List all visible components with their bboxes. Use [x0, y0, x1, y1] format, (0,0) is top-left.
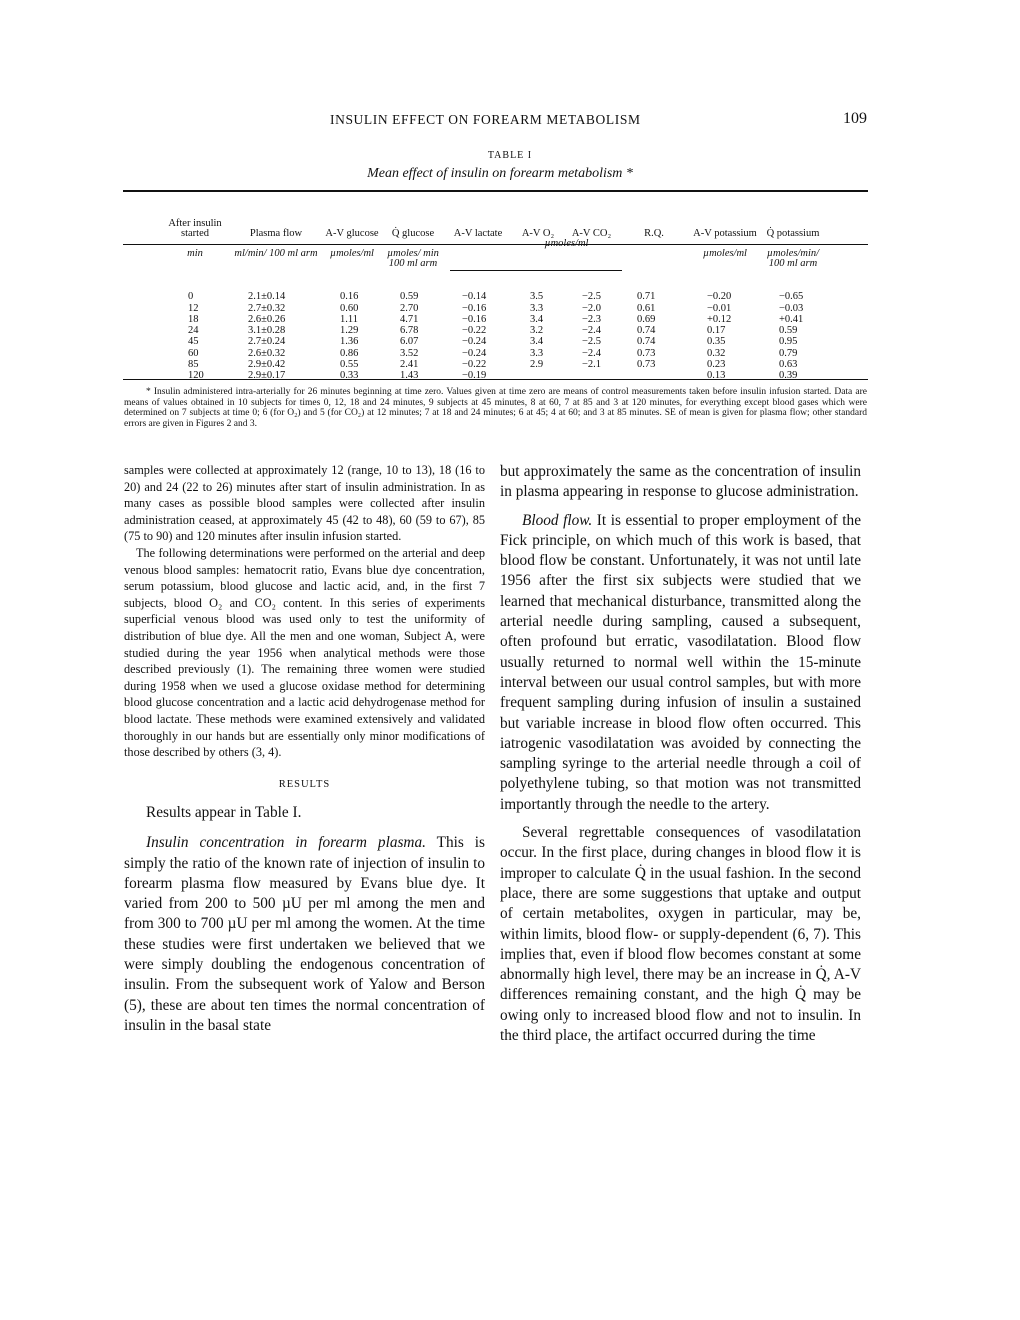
table-cell: −2.4: [582, 347, 602, 359]
left-column: [124, 462, 485, 1036]
table-cell: 0.59: [779, 325, 798, 337]
col-header: Plasma flow: [249, 228, 303, 239]
table-cell: 0.79: [779, 347, 798, 359]
table-cell: 18: [188, 313, 199, 325]
table-cell: −0.16: [462, 302, 487, 314]
paragraph-title: Insulin concentration in forearm plasma.: [146, 834, 426, 852]
table-cell: −0.24: [462, 336, 487, 348]
table-cell: [564, 370, 619, 381]
table-cell: −2.5: [582, 336, 602, 348]
table-cell: −2.1: [582, 359, 602, 371]
table-cell: −0.03: [779, 302, 804, 314]
unit: µmoles/ml: [544, 238, 589, 249]
table-row: [160, 347, 825, 358]
table-cell: 0.69: [637, 313, 656, 325]
section-heading-results: RESULTS: [278, 778, 331, 790]
table-header-row: [160, 205, 825, 239]
paragraph: The following determinations were performed on the arterial and deep venous blood samples: hematocrit ratio, Evans blue dye concentration, serum potassium, blood glucose and lactic acid, and, in the first 7 subjects, blood O₂ and CO₂ content. In this series of experiments superficial venous blood was used only to test the uniformity of distribution of blue dye. All the men and one woman, Subject A, were studied during the year 1956 when analytical methods were those described previously (1). The remaining three women were studied during 1958 when we used a glucose oxidase method for determining blood glucose concentration and a lactic acid dehydrogenase method for blood lactate. These methods were examined extensively and validated thoroughly in our hands but are essentially only minor modifications of those described by others (3, 4).: [124, 545, 485, 760]
paragraph: Several regrettable consequences of vasodilatation occur. In the first place, during changes in blood flow it is improper to calculate Q̇ in the usual fashion. In the second place, there are some suggestions that uptake and output of certain metabolites, oxygen in particular, may be, within limits, blood flow- or supply-dependent (6, 7). This implies that, even if blood flow becomes constant at some abnormally high level, there may be an increase in Q̇, A-V differences remaining constant, and the high Q̇ may be owing only to increased blood flow and not to insulin. In the third place, the artifact occurred during the time: [500, 824, 861, 1045]
table-cell: −2.0: [582, 302, 602, 314]
table-cell: 2.1±0.14: [248, 291, 286, 303]
paragraph: Results appear in Table I.: [146, 803, 302, 821]
table-cell: −2.3: [582, 313, 602, 325]
col-header: R.Q.: [644, 228, 664, 239]
table-cell: 1.11: [340, 313, 358, 325]
table-cell: 24: [188, 325, 199, 337]
table-cell: 0.59: [400, 291, 419, 303]
table-cell: −0.22: [462, 325, 487, 337]
table-cell: 0.60: [340, 302, 359, 314]
table-cell: 2.9: [530, 359, 544, 371]
table-row: [160, 325, 825, 336]
table-caption: Mean effect of insulin on forearm metabolism *: [367, 166, 633, 181]
running-title: INSULIN EFFECT ON FOREARM METABOLISM: [330, 112, 641, 127]
table-row: [160, 370, 825, 381]
table-cell: 85: [188, 359, 199, 371]
table-cell: 0.16: [340, 291, 359, 303]
table-cell: 0.55: [340, 359, 359, 371]
table-row: [160, 302, 825, 313]
table-cell: 0.23: [707, 359, 726, 371]
table-cell: −0.01: [707, 302, 732, 314]
table-cell: 0.63: [779, 359, 798, 371]
table-cell: 3.3: [530, 302, 544, 314]
table-cell: 0.74: [637, 336, 656, 348]
table-cell: −0.65: [779, 291, 804, 303]
paragraph: [500, 511, 861, 815]
paragraph: [124, 833, 485, 1036]
table-cell: 3.2: [530, 325, 544, 337]
table-cell: 12: [188, 302, 199, 314]
table-cell: 0.17: [707, 325, 726, 337]
table-cell: 6.07: [400, 336, 419, 348]
table-cell: 3.4: [530, 313, 544, 325]
table-cell: −2.4: [582, 325, 602, 337]
table-cell: 0: [188, 291, 194, 303]
table-cell: 120: [188, 370, 204, 382]
page-number: 109: [843, 110, 867, 127]
table-cell: 0.13: [707, 370, 726, 382]
table-cell: 0.95: [779, 336, 798, 348]
paragraph: but approximately the same as the concentration of insulin in plasma appearing in response to glucose administration.: [500, 463, 861, 501]
table-cell: 3.52: [400, 347, 419, 359]
table-cell: [619, 370, 689, 381]
table-cell: 0.33: [340, 370, 359, 382]
table-cell: −0.14: [462, 291, 487, 303]
table-cell: [512, 370, 564, 381]
table-cell: 6.78: [400, 325, 419, 337]
table-cell: 0.74: [637, 325, 656, 337]
unit: ml/min/ 100 ml arm: [234, 248, 318, 259]
table-cell: 2.6±0.32: [248, 347, 286, 359]
table-cell: +0.41: [779, 313, 804, 325]
table-cell: 3.4: [530, 336, 544, 348]
table-cell: 3.5: [530, 291, 544, 303]
table-cell: 2.9±0.17: [248, 370, 286, 382]
table-cell: 1.36: [340, 336, 359, 348]
paragraph-title: Blood flow.: [522, 511, 593, 529]
table-cell: 0.73: [637, 347, 656, 359]
table-row: [160, 359, 825, 370]
table-label: TABLE I: [487, 150, 533, 161]
table-cell: 2.41: [400, 359, 419, 371]
table-cell: 2.70: [400, 302, 419, 314]
table-cell: 45: [188, 336, 199, 348]
table-cell: 60: [188, 347, 199, 359]
paragraph-text: It is essential to proper employment of the Fick principle, on which much of this work is based, that blood flow be constant. Unfortunately, it was not until late 1956 after the first six subjects were studied that we learned that mechanical disturbance, transmitted along the arterial needle during sampling, caused a subsequent, often profound but erratic, vasodilatation. Blood flow usually returned to normal well within the 15-minute interval between our usual control samples, but with more frequent sampling during infusion of insulin a sustained but variable increase in blood flow often occurred. This iatrogenic vasodilatation was avoided by connecting the sampling syringe to the arterial needle through a coil of polyethylene tubing, so that motion was not transmitted importantly through the needle to the artery.: [500, 511, 861, 813]
table-cell: −2.5: [582, 291, 602, 303]
table-cell: 0.61: [637, 302, 656, 314]
table-cell: 0.73: [637, 359, 656, 371]
table-cell: −0.24: [462, 347, 487, 359]
col-header: Q̇ potassium: [766, 228, 820, 239]
table-footnote: * Insulin administered intra-arterially for 26 minutes beginning at time zero. Values given at time zero are means of control measurements taken before insulin infusion started. Data are means of values obtained in 10 subjects for times 0, 12, 18 and 24 minutes, 9 subjects at 45 minutes, 8 at 60, 7 at 85 and 3 at 120 minutes, for everything except blood gases which were determined on 7 subjects at time 0; 6 (for O₂) and 5 (for CO₂) at 12 minutes; 7 at 18 and 24 minutes; 6 at 45; 4 at 60; and 3 at 85 minutes. SE of mean is given for plasma flow; other standard errors are given in Figures 2 and 3.: [124, 387, 867, 429]
data-table: [160, 205, 825, 381]
col-header: A-V O₂: [521, 228, 555, 239]
unit: µmoles/min/ 100 ml arm: [766, 248, 820, 269]
table-row: [160, 314, 825, 325]
right-column: [500, 462, 861, 1046]
table-cell: 0.32: [707, 347, 726, 359]
table-cell: −0.16: [462, 313, 487, 325]
col-header: A-V potassium: [693, 228, 757, 239]
col-header: Q̇ glucose: [391, 228, 435, 239]
table-cell: 2.6±0.26: [248, 313, 286, 325]
table-cell: 2.9±0.42: [248, 359, 286, 371]
table-cell: 0.35: [707, 336, 726, 348]
table-cell: 2.7±0.24: [248, 336, 286, 348]
unit: µmoles/ml: [330, 248, 374, 259]
col-header: A-V CO₂: [571, 228, 612, 239]
table-cell: −0.19: [462, 370, 487, 382]
table-cell: 0.39: [779, 370, 798, 382]
table-top-rule: [123, 190, 868, 192]
table-cell: 0.71: [637, 291, 656, 303]
unit: min: [187, 248, 203, 259]
table-cell: 1.43: [400, 370, 419, 382]
col-header: A-V glucose: [325, 228, 379, 239]
table-cell: −0.20: [707, 291, 732, 303]
col-header: A-V lactate: [453, 228, 503, 239]
table-cell: 3.1±0.28: [248, 325, 286, 337]
units-row: [160, 239, 825, 291]
col-header: After insulin started: [168, 218, 222, 239]
table-cell: 1.29: [340, 325, 359, 337]
table-row: [160, 291, 825, 302]
paragraph-text: This is simply the ratio of the known rate of injection of insulin to forearm plasma flow measured by Evans blue dye. It varied from 200 to 500 µU per ml among the men and from 300 to 700 µU per ml among the women. At the time these studies were first undertaken we believed that we were simply doubling the endogenous concentration of insulin. From the subsequent work of Yalow and Berson (5), these are about ten times the normal concentration of insulin in the basal state: [124, 834, 485, 1034]
table-row: [160, 336, 825, 347]
unit: µmoles/ min 100 ml arm: [387, 248, 439, 269]
table-cell: 4.71: [400, 313, 419, 325]
table-cell: 3.3: [530, 347, 544, 359]
paragraph: samples were collected at approximately 12 (range, 10 to 13), 18 (16 to 20) and 24 (22 to 26) minutes after start of insulin administration. In as many cases as possible blood samples were collected after insulin administration ceased, at approximately 45 (42 to 48), 60 (59 to 67), 85 (75 to 90) and 120 minutes after insulin infusion started.: [124, 463, 485, 544]
unit: µmoles/ml: [703, 248, 747, 259]
table-cell: 0.86: [340, 347, 359, 359]
table-cell: +0.12: [707, 313, 732, 325]
table-cell: −0.22: [462, 359, 487, 371]
table-cell: 2.7±0.32: [248, 302, 286, 314]
